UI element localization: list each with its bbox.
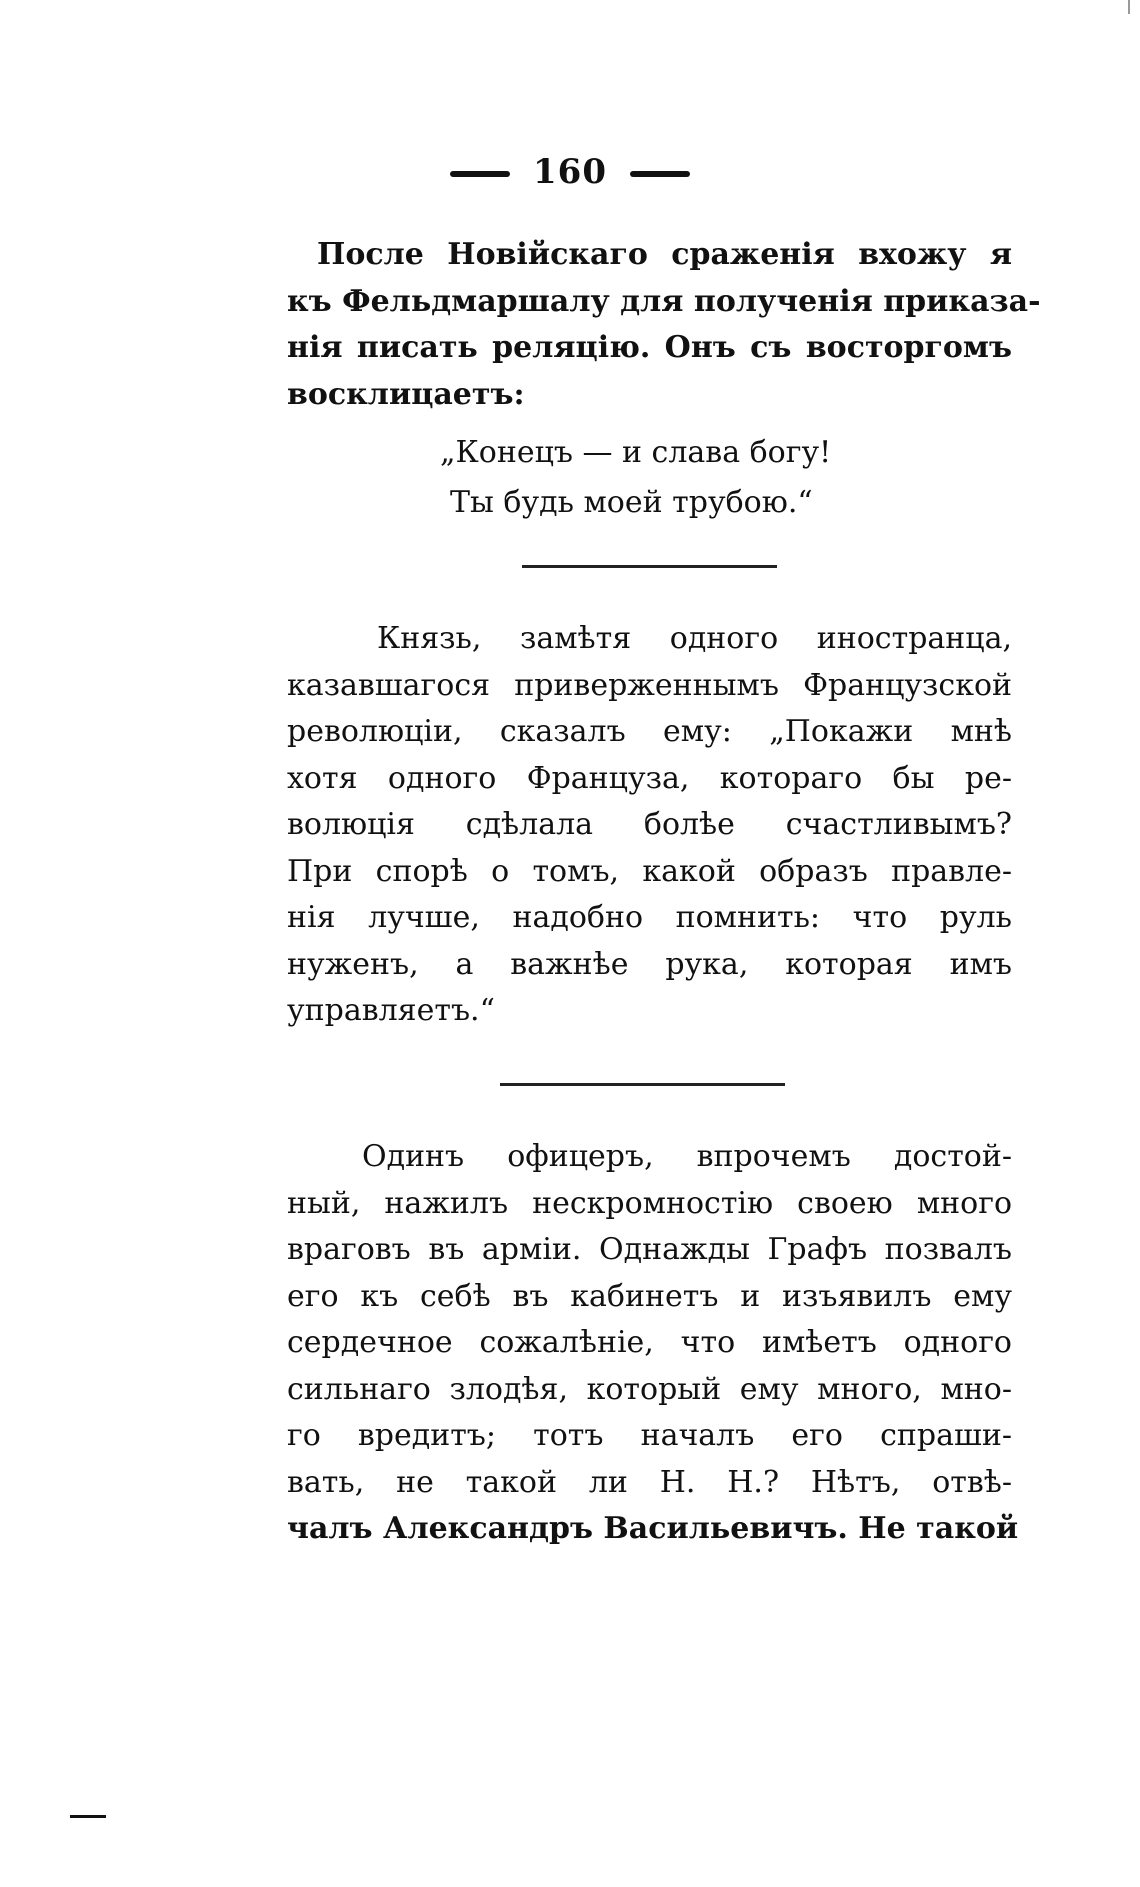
header-ornament-left	[450, 171, 510, 177]
verse-quote	[440, 428, 1040, 528]
text-line: волюція сдѣлала болѣе счастливымъ?	[287, 807, 1012, 842]
text-line: нія писать реляцію. Онъ съ восторгомъ	[287, 330, 1012, 365]
text-line: го вредитъ; тотъ началъ его спраши-	[287, 1418, 1012, 1453]
text-line: нуженъ, а важнѣе рука, которая имъ	[287, 946, 1012, 982]
text-line: сильнаго злодѣя, который ему много, мно-	[287, 1371, 1012, 1407]
paragraph-after-battle	[287, 232, 1041, 418]
text-line: вать, не такой ли Н. Н.? Нѣтъ, отвѣ-	[287, 1464, 1012, 1500]
scan-corner-mark	[1128, 0, 1130, 14]
text-line: его къ себѣ въ кабинетъ и изъявилъ ему	[287, 1278, 1012, 1314]
text-line: хотя одного Француза, котораго бы ре-	[287, 760, 1012, 796]
paragraph-prince-foreigner	[287, 616, 1012, 1035]
section-divider	[522, 565, 777, 568]
text-line: казавшагося приверженнымъ Французской	[287, 667, 1012, 703]
text-line: Одинъ офицеръ, впрочемъ достой-	[362, 1139, 1012, 1174]
page-number: 160	[533, 152, 607, 192]
scan-edge-mark	[70, 1815, 106, 1818]
header-ornament-right	[630, 171, 690, 177]
text-line: нія лучше, надобно помнить: что руль	[287, 900, 1012, 935]
text-line: сердечное сожалѣніе, что имѣетъ одного	[287, 1325, 1012, 1360]
text-line: враговъ въ арміи. Однажды Графъ позвалъ	[287, 1232, 1012, 1267]
text-line: къ Фельдмаршалу для полученія приказа-	[287, 283, 1041, 319]
section-divider	[500, 1083, 785, 1086]
text-line: Князь, замѣтя одного иностранца,	[377, 621, 1012, 656]
page-header	[0, 152, 1140, 192]
verse-line: „Конецъ — и слава богу!	[440, 435, 832, 470]
text-line: восклицаетъ:	[287, 376, 525, 412]
text-line: При спорѣ о томъ, какой образъ правле-	[287, 853, 1012, 889]
paragraph-officer	[287, 1134, 1019, 1553]
text-line: управляетъ.“	[287, 993, 495, 1028]
verse-line: Ты будь моей трубою.“	[450, 485, 813, 520]
text-line: чалъ Александръ Васильевичъ. Не такой	[287, 1511, 1019, 1546]
text-line: После Новійскаго сраженія вхожу я	[317, 237, 1012, 272]
text-line: ный, нажилъ нескромностію своею много	[287, 1185, 1012, 1221]
text-line: революціи, сказалъ ему: „Покажи мнѣ	[287, 714, 1012, 749]
